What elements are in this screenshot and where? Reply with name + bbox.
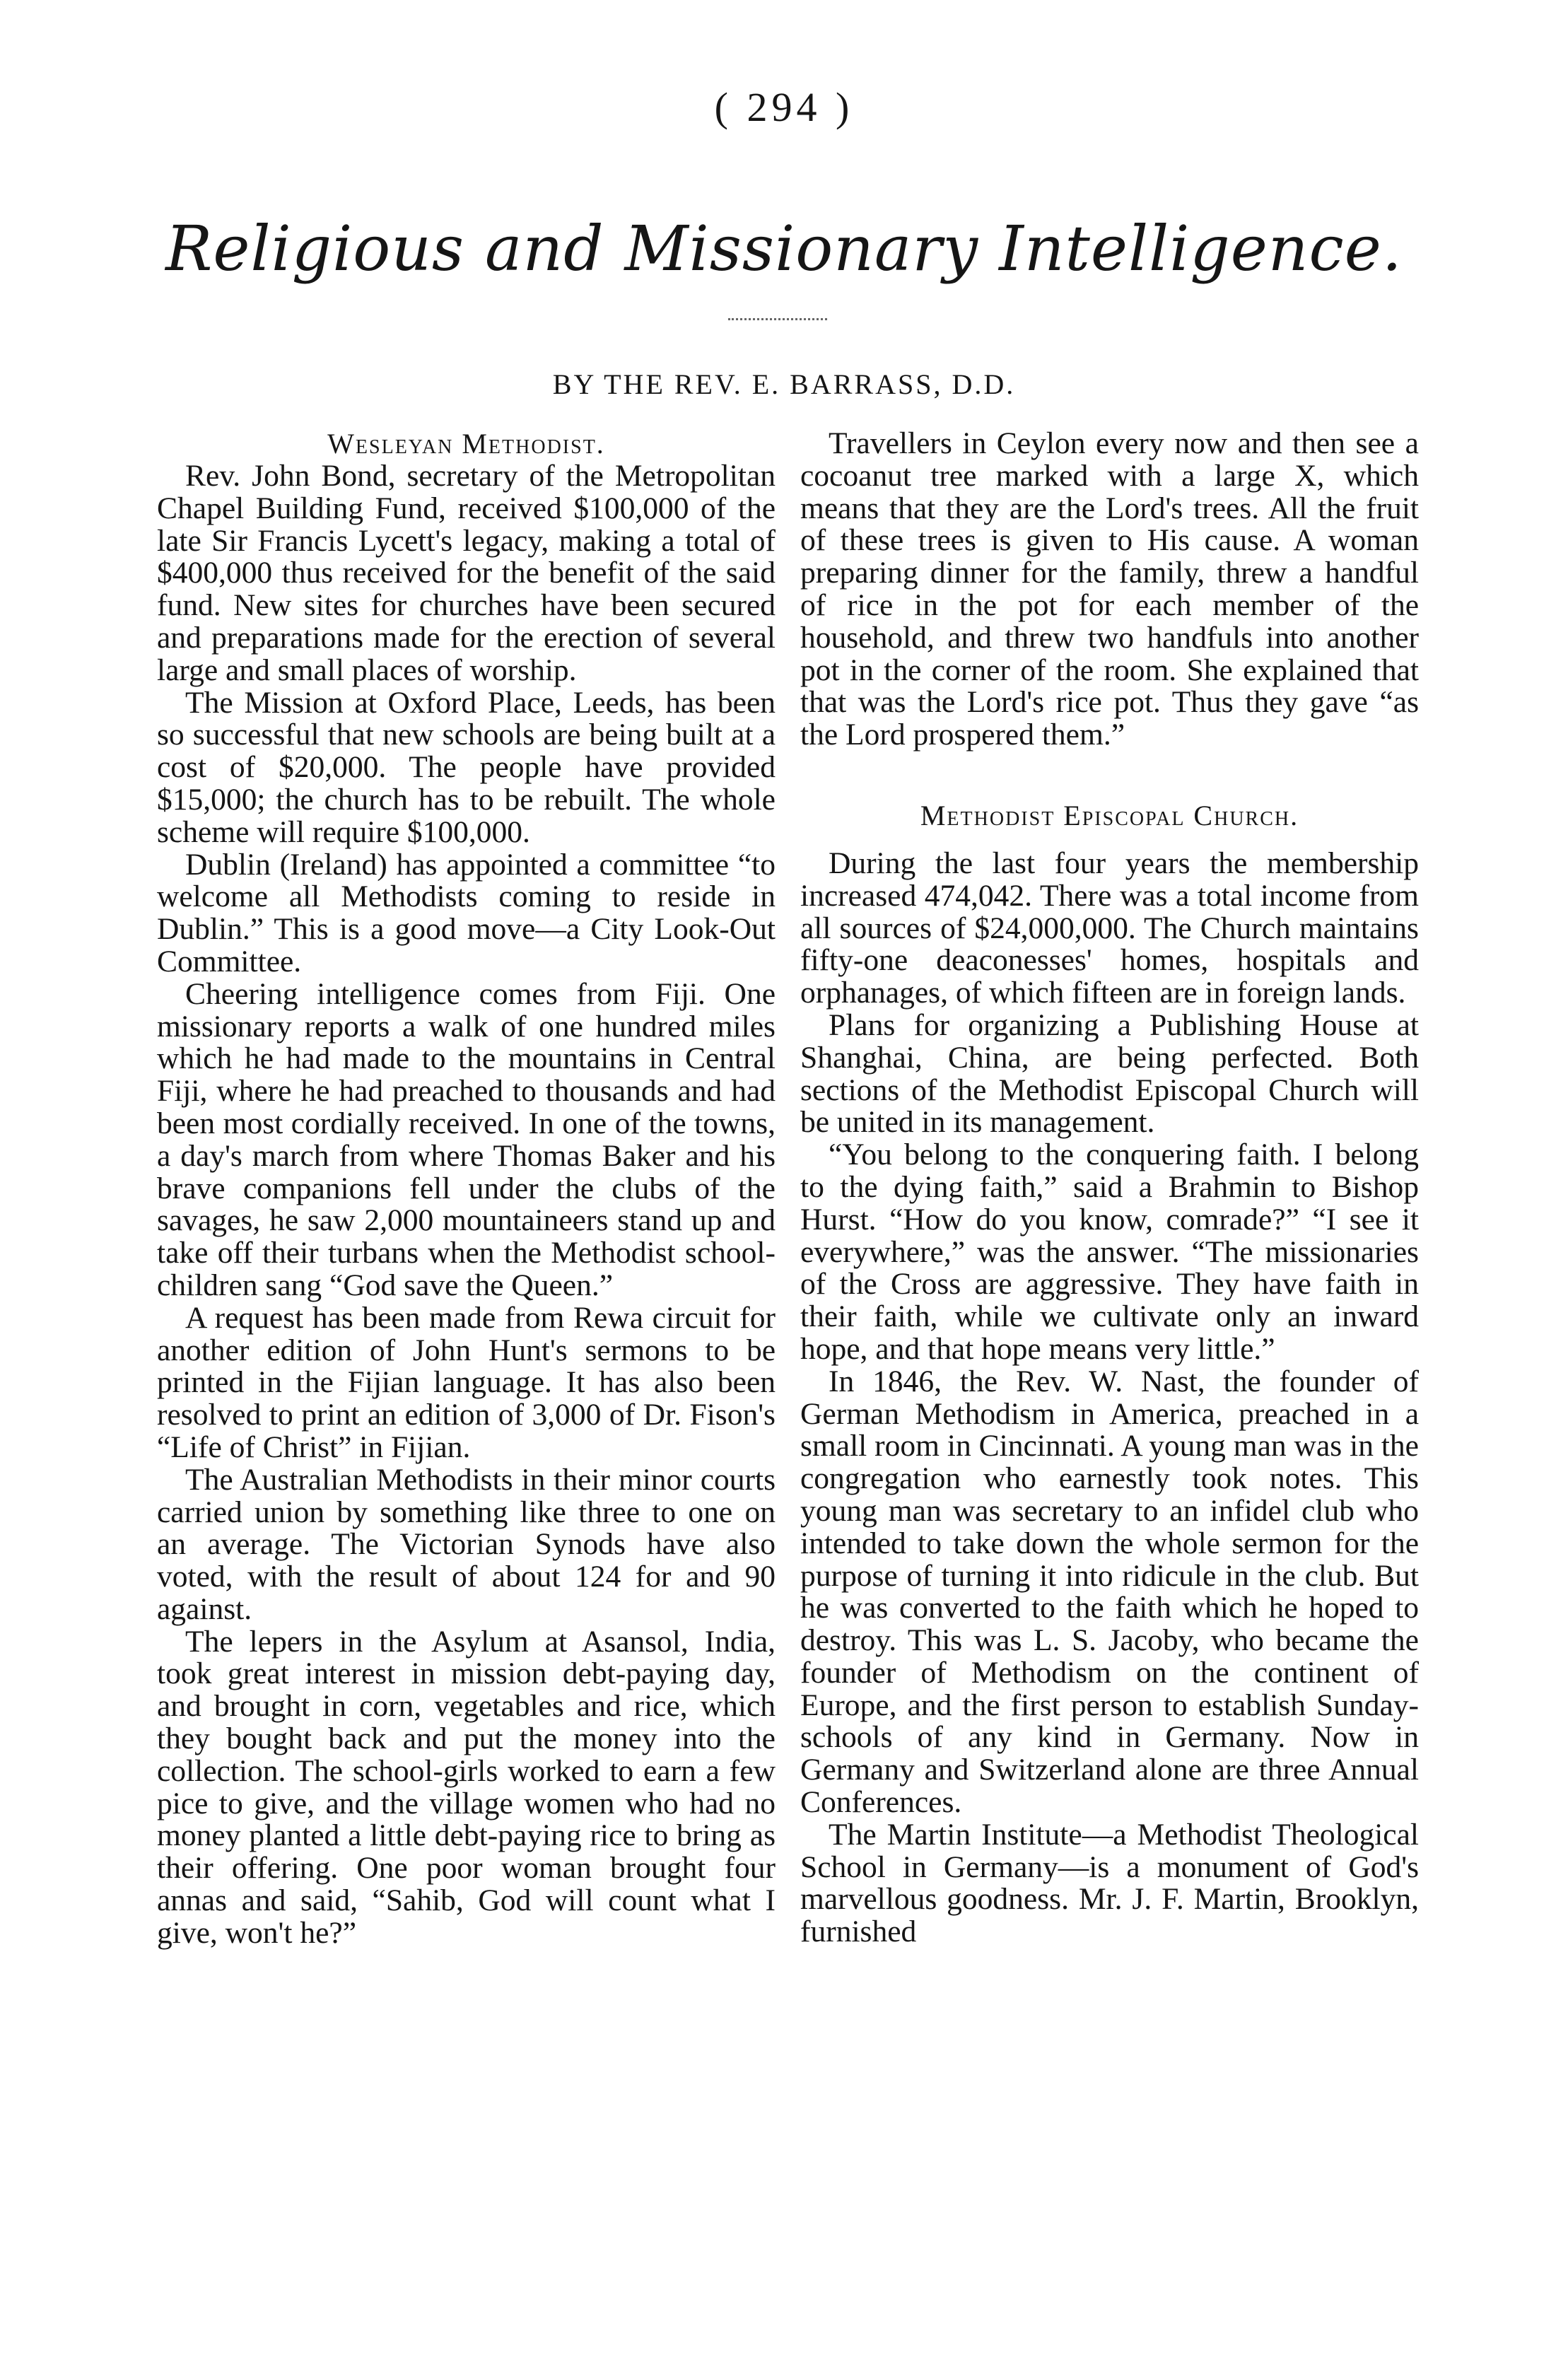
paragraph: Rev. John Bond, secretary of the Metropolitan Chapel Building Fund, received $100,000 of the late Sir Francis Lycett's legacy, making a total of $400,000 thus received for the benefit of the said fund. New sites for churches have been secured and preparations made for the erection of several large and small places of worship. xyxy=(157,459,776,687)
paragraph: “You belong to the conquering faith. I belong to the dying faith,” said a Brahmin to Bishop Hurst. “How do you know, comrade?” “I see it everywhere,” was the answer. “The missionaries of the Cross are aggressive. They have faith in their faith, while we cultivate only an inward hope, and that hope means very little.” xyxy=(800,1138,1419,1366)
left-column xyxy=(157,428,776,1950)
paragraph: The Australian Methodists in their minor courts carried union by something like three to one on an average. The Victorian Synods have also voted, with the result of about 124 for and 90 against. xyxy=(157,1462,776,1626)
byline: BY THE REV. E. BARRASS, D.D. xyxy=(552,368,1016,400)
paragraph: Cheering intelligence comes from Fiji. One missionary reports a walk of one hundred miles which he had made to the mountains in Central Fiji, where he had preached to thousands and had been most cordially received. In one of the towns, a day's march from where Thomas Baker and his brave companions fell under the clubs of the savages, he saw 2,000 mountaineers stand up and take off their turbans when the Methodist school-children sang “God save the Queen.” xyxy=(157,976,776,1302)
right-column xyxy=(800,428,1419,1948)
paragraph: During the last four years the membership increased 474,042. There was a total income from all sources of $24,000,000. The Church maintains fifty-one deaconesses' homes, hospitals and orphanages, of which fifteen are in foreign lands. xyxy=(800,846,1419,1010)
paragraph: A request has been made from Rewa circuit for another edition of John Hunt's sermons to be printed in the Fijian language. It has also been resolved to print an edition of 3,000 of Dr. Fison's “Life of Christ” in Fijian. xyxy=(157,1300,776,1464)
page-title: Religious and Missionary Intelligence. xyxy=(165,212,1403,285)
paragraph: The Mission at Oxford Place, Leeds, has been so successful that new schools are being built at a cost of $20,000. The people have provided $15,000; the church has to be rebuilt. The whole scheme will require $100,000. xyxy=(157,685,776,849)
paragraph: Dublin (Ireland) has appointed a committee “to welcome all Methodists coming to reside in Dublin.” This is a good move—a City Look-Out Committee. xyxy=(157,847,776,978)
paragraph: In 1846, the Rev. W. Nast, the founder of German Methodism in America, preached in a small room in Cincinnati. A young man was in the congregation who earnestly took notes. This young man was secretary to an infidel club who intended to take down the whole sermon for the purpose of turning it into ridicule in the club. But he was converted to the faith which he hoped to destroy. This was L. S. Jacoby, who became the founder of Methodism on the continent of Europe, and the first person to establish Sunday-schools of any kind in Germany. Now in Germany and Switzerland alone are three Annual Conferences. xyxy=(800,1364,1419,1820)
page-number: ( 294 ) xyxy=(714,84,854,130)
paragraph: Plans for organizing a Publishing House at Shanghai, China, are being perfected. Both sections of the Methodist Episcopal Church will be united in its management. xyxy=(800,1007,1419,1140)
title-divider xyxy=(728,318,827,320)
paragraph: The Martin Institute—a Methodist Theological School in Germany—is a monument of God's marvellous goodness. Mr. J. F. Martin, Brooklyn, furnished xyxy=(800,1817,1419,1949)
section-heading-methodist-episcopal: Methodist Episcopal Church. xyxy=(920,799,1299,831)
paragraph: The lepers in the Asylum at Asansol, India, took great interest in mission debt-paying day, and brought in corn, vegetables and rice, which they bought back and put the money into the collection. The school-girls worked to earn a few pice to give, and the village women who had no money planted a little debt-paying rice to bring as their offering. One poor woman brought four annas and said, “Sahib, God will count what I give, won't he?” xyxy=(157,1624,776,1950)
paragraph: Travellers in Ceylon every now and then see a cocoanut tree marked with a large X, which means that they are the Lord's trees. All the fruit of these trees is given to His cause. A woman preparing dinner for the family, threw a handful of rice in the pot for each member of the household, and threw two handfuls into another pot in the corner of the room. She explained that that was the Lord's rice pot. Thus they gave “as the Lord prospered them.” xyxy=(800,426,1419,752)
section-heading-wesleyan: Wesleyan Methodist. xyxy=(327,428,605,460)
